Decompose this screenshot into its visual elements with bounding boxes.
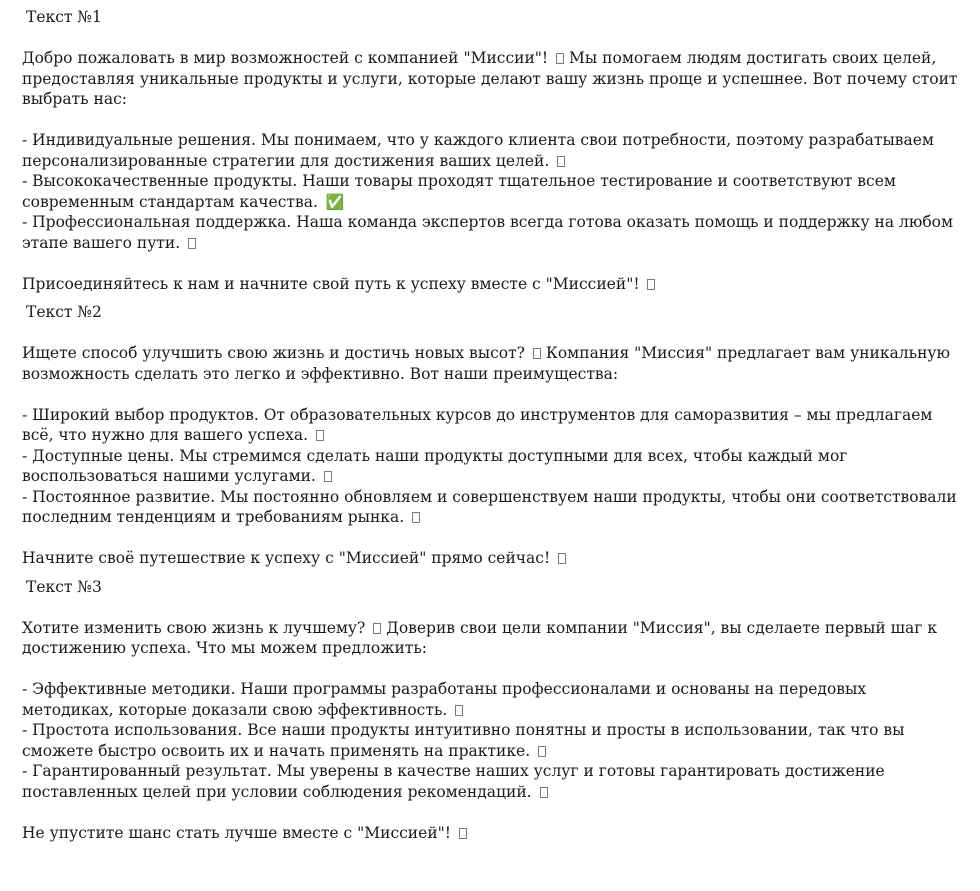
list-item	[22, 761, 962, 802]
section-heading: Текст №1	[26, 8, 102, 26]
section-intro	[22, 48, 962, 110]
list-item	[22, 405, 962, 446]
text-section-1	[22, 7, 962, 294]
missing-emoji-icon	[459, 828, 467, 839]
intro-text: Ищете способ улучшить свою жизнь и достичь новых высот?	[22, 344, 530, 362]
intro-text: Добро пожаловать в мир возможностей с компанией "Миссии"!	[22, 49, 554, 67]
missing-emoji-icon	[540, 787, 548, 798]
list-item	[22, 446, 962, 487]
missing-emoji-icon	[324, 471, 332, 482]
list-item	[22, 212, 962, 253]
closing-text: Не упустите шанс стать лучше вместе с "Миссией"!	[22, 823, 456, 842]
section-intro	[22, 618, 962, 659]
section-closing	[22, 823, 962, 844]
list-item	[22, 171, 962, 212]
missing-emoji-icon	[558, 553, 566, 564]
list-item	[22, 487, 962, 528]
list-item-text: - Простота использования. Все наши продукты интуитивно понятны и просты в использовании, так что вы сможете быстро освоить их и начать применять на практике.	[22, 721, 905, 760]
list-item-text: - Гарантированный результат. Мы уверены в качестве наших услуг и готовы гарантировать достижение поставленных целей при условии соблюдения рекомендаций.	[22, 762, 885, 801]
missing-emoji-icon	[556, 53, 564, 64]
intro-text-continued: Мы помогаем людям достигать своих целей, предоставляя уникальные продукты и услуги, которые делают вашу жизнь проще и успешнее. Вот почему стоит выбрать нас:	[22, 49, 958, 108]
list-item-text: - Доступные цены. Мы стремимся сделать наши продукты доступными для всех, чтобы каждый мог воспользоваться нашими услугами.	[22, 446, 848, 485]
missing-emoji-icon	[538, 746, 546, 757]
intro-text-continued: Компания "Миссия" предлагает вам уникальную возможность сделать это легко и эффективно. Вот наши преимущества:	[22, 344, 951, 383]
missing-emoji-icon	[316, 430, 324, 441]
intro-text: Хотите изменить свою жизнь к лучшему?	[22, 618, 371, 637]
section-heading: Текст №3	[26, 577, 102, 596]
list-item	[22, 130, 962, 171]
document-body	[22, 0, 962, 842]
intro-text-continued: Доверив свои цели компании "Миссия", вы сделаете первый шаг к достижению успеха. Что мы можем предложить:	[22, 618, 938, 657]
list-item-text: - Профессиональная поддержка. Наша команда экспертов всегда готова оказать помощь и поддержку на любом этапе вашего пути.	[22, 213, 954, 252]
missing-emoji-icon	[533, 348, 541, 359]
list-item	[22, 679, 962, 720]
benefits-list	[22, 679, 962, 802]
list-item-text: - Высококачественные продукты. Наши товары проходят тщательное тестирование и соответствуют всем современным стандартам качества.	[22, 172, 896, 211]
section-closing	[22, 548, 962, 569]
benefits-list	[22, 405, 962, 528]
section-intro	[22, 343, 962, 384]
benefits-list	[22, 130, 962, 253]
text-section-2	[22, 302, 962, 569]
section-heading: Текст №2	[26, 303, 102, 321]
missing-emoji-icon	[647, 279, 655, 290]
closing-text: Начните своё путешествие к успеху с "Миссией" прямо сейчас!	[22, 549, 556, 567]
list-item-text: - Индивидуальные решения. Мы понимаем, что у каждого клиента свои потребности, поэтому разрабатываем персонализированные стратегии для достижения ваших целей.	[22, 131, 934, 170]
missing-emoji-icon	[412, 512, 420, 523]
closing-text: Присоединяйтесь к нам и начните свой путь к успеху вместе с "Миссией"!	[22, 274, 645, 293]
missing-emoji-icon	[557, 156, 565, 167]
list-item-text: - Постоянное развитие. Мы постоянно обновляем и совершенствуем наши продукты, чтобы они соответствовали последним тенденциям и требованиям рынка.	[22, 487, 957, 526]
list-item-text: - Широкий выбор продуктов. От образовательных курсов до инструментов для саморазвития – мы предлагаем всё, что нужно для вашего успеха.	[22, 405, 933, 444]
missing-emoji-icon	[455, 705, 463, 716]
list-item	[22, 720, 962, 761]
list-item-text: - Эффективные методики. Наши программы разработаны профессионалами и основаны на передовых методиках, которые доказали свою эффективность.	[22, 680, 867, 719]
text-section-3	[22, 577, 962, 844]
check-mark-icon: ✅	[325, 192, 345, 211]
missing-emoji-icon	[188, 238, 196, 249]
section-closing	[22, 274, 962, 295]
